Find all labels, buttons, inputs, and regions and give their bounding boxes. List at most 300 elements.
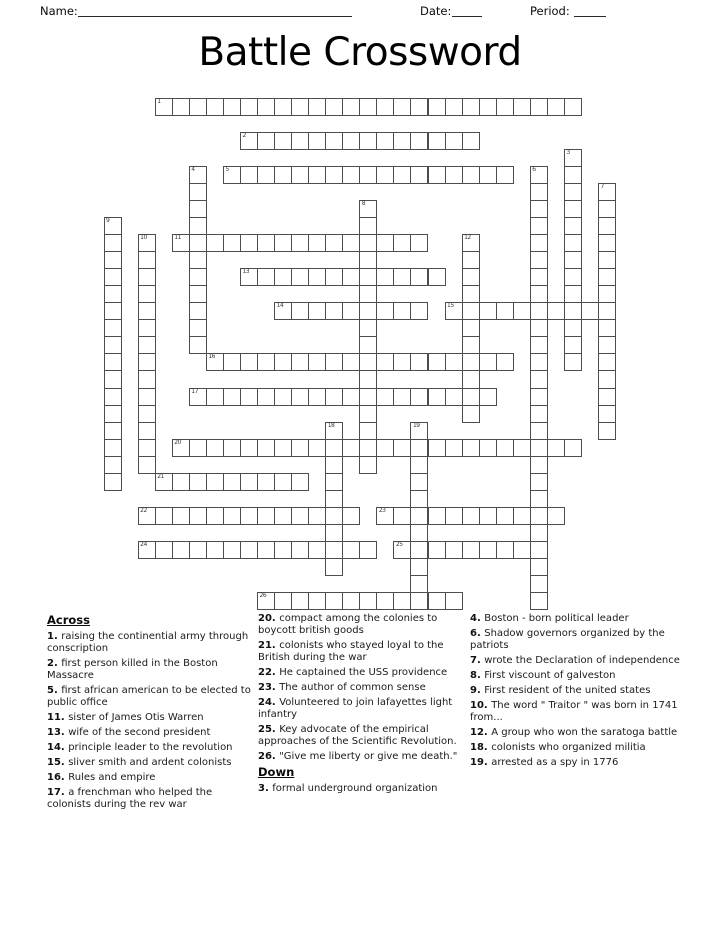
grid-cell[interactable]	[530, 558, 548, 576]
grid-cell[interactable]	[104, 251, 122, 269]
grid-cell[interactable]	[530, 405, 548, 423]
grid-cell[interactable]	[410, 456, 428, 474]
grid-cell[interactable]	[155, 541, 173, 559]
grid-cell[interactable]	[376, 166, 394, 184]
grid-cell[interactable]	[445, 353, 463, 371]
grid-cell[interactable]	[308, 541, 326, 559]
grid-cell[interactable]	[410, 166, 428, 184]
grid-cell[interactable]	[240, 132, 258, 150]
grid-cell[interactable]	[189, 319, 207, 337]
grid-cell[interactable]	[291, 353, 309, 371]
grid-cell[interactable]	[359, 336, 377, 354]
name-blank-line[interactable]	[78, 3, 352, 17]
grid-cell[interactable]	[393, 234, 411, 252]
grid-cell[interactable]	[291, 388, 309, 406]
grid-cell[interactable]	[223, 439, 241, 457]
grid-cell[interactable]	[240, 166, 258, 184]
grid-cell[interactable]	[445, 439, 463, 457]
grid-cell[interactable]	[359, 98, 377, 116]
grid-cell[interactable]	[342, 592, 360, 610]
grid-cell[interactable]	[206, 234, 224, 252]
grid-cell[interactable]	[223, 541, 241, 559]
grid-cell[interactable]	[376, 234, 394, 252]
grid-cell[interactable]	[189, 302, 207, 320]
grid-cell[interactable]	[598, 388, 616, 406]
grid-cell[interactable]	[257, 473, 275, 491]
grid-cell[interactable]	[325, 558, 343, 576]
grid-cell[interactable]	[462, 388, 480, 406]
grid-cell[interactable]	[393, 388, 411, 406]
grid-cell[interactable]	[104, 302, 122, 320]
grid-cell[interactable]	[223, 166, 241, 184]
grid-cell[interactable]	[325, 234, 343, 252]
grid-cell[interactable]	[291, 439, 309, 457]
grid-cell[interactable]	[462, 132, 480, 150]
grid-cell[interactable]	[138, 439, 156, 457]
grid-cell[interactable]	[479, 98, 497, 116]
grid-cell[interactable]	[513, 541, 531, 559]
grid-cell[interactable]	[564, 251, 582, 269]
grid-cell[interactable]	[428, 268, 446, 286]
grid-cell[interactable]	[308, 592, 326, 610]
grid-cell[interactable]	[547, 507, 565, 525]
grid-cell[interactable]	[189, 200, 207, 218]
grid-cell[interactable]	[393, 507, 411, 525]
grid-cell[interactable]	[547, 302, 565, 320]
grid-cell[interactable]	[496, 541, 514, 559]
grid-cell[interactable]	[410, 388, 428, 406]
grid-cell[interactable]	[428, 132, 446, 150]
grid-cell[interactable]	[598, 422, 616, 440]
grid-cell[interactable]	[223, 98, 241, 116]
grid-cell[interactable]	[240, 473, 258, 491]
grid-cell[interactable]	[274, 234, 292, 252]
grid-cell[interactable]	[274, 388, 292, 406]
grid-cell[interactable]	[104, 388, 122, 406]
grid-cell[interactable]	[376, 268, 394, 286]
grid-cell[interactable]	[496, 98, 514, 116]
grid-cell[interactable]	[342, 439, 360, 457]
grid-cell[interactable]	[308, 353, 326, 371]
grid-cell[interactable]	[325, 507, 343, 525]
grid-cell[interactable]	[325, 388, 343, 406]
grid-cell[interactable]	[172, 234, 190, 252]
grid-cell[interactable]	[410, 592, 428, 610]
grid-cell[interactable]	[496, 439, 514, 457]
grid-cell[interactable]	[513, 439, 531, 457]
grid-cell[interactable]	[138, 507, 156, 525]
grid-cell[interactable]	[274, 353, 292, 371]
grid-cell[interactable]	[530, 319, 548, 337]
grid-cell[interactable]	[189, 166, 207, 184]
grid-cell[interactable]	[410, 302, 428, 320]
grid-cell[interactable]	[376, 592, 394, 610]
grid-cell[interactable]	[445, 302, 463, 320]
grid-cell[interactable]	[479, 507, 497, 525]
grid-cell[interactable]	[206, 98, 224, 116]
grid-cell[interactable]	[257, 353, 275, 371]
grid-cell[interactable]	[257, 507, 275, 525]
grid-cell[interactable]	[359, 541, 377, 559]
grid-cell[interactable]	[359, 234, 377, 252]
grid-cell[interactable]	[308, 439, 326, 457]
grid-cell[interactable]	[410, 473, 428, 491]
grid-cell[interactable]	[598, 336, 616, 354]
grid-cell[interactable]	[257, 268, 275, 286]
grid-cell[interactable]	[223, 507, 241, 525]
grid-cell[interactable]	[513, 302, 531, 320]
grid-cell[interactable]	[564, 98, 582, 116]
grid-cell[interactable]	[530, 251, 548, 269]
grid-cell[interactable]	[530, 183, 548, 201]
grid-cell[interactable]	[325, 166, 343, 184]
grid-cell[interactable]	[206, 541, 224, 559]
grid-cell[interactable]	[445, 166, 463, 184]
grid-cell[interactable]	[479, 541, 497, 559]
grid-cell[interactable]	[257, 98, 275, 116]
grid-cell[interactable]	[564, 302, 582, 320]
grid-cell[interactable]	[513, 507, 531, 525]
grid-cell[interactable]	[257, 388, 275, 406]
grid-cell[interactable]	[206, 473, 224, 491]
grid-cell[interactable]	[564, 183, 582, 201]
grid-cell[interactable]	[530, 285, 548, 303]
grid-cell[interactable]	[189, 439, 207, 457]
grid-cell[interactable]	[359, 166, 377, 184]
grid-cell[interactable]	[393, 98, 411, 116]
grid-cell[interactable]	[359, 251, 377, 269]
grid-cell[interactable]	[410, 98, 428, 116]
grid-cell[interactable]	[257, 166, 275, 184]
grid-cell[interactable]	[393, 302, 411, 320]
grid-cell[interactable]	[530, 370, 548, 388]
grid-cell[interactable]	[359, 353, 377, 371]
grid-cell[interactable]	[359, 439, 377, 457]
grid-cell[interactable]	[462, 285, 480, 303]
grid-cell[interactable]	[359, 405, 377, 423]
grid-cell[interactable]	[445, 98, 463, 116]
grid-cell[interactable]	[291, 507, 309, 525]
grid-cell[interactable]	[274, 132, 292, 150]
grid-cell[interactable]	[359, 456, 377, 474]
grid-cell[interactable]	[359, 388, 377, 406]
grid-cell[interactable]	[342, 353, 360, 371]
grid-cell[interactable]	[359, 268, 377, 286]
grid-cell[interactable]	[410, 524, 428, 542]
grid-cell[interactable]	[530, 541, 548, 559]
grid-cell[interactable]	[223, 388, 241, 406]
grid-cell[interactable]	[581, 302, 599, 320]
grid-cell[interactable]	[462, 370, 480, 388]
grid-cell[interactable]	[257, 132, 275, 150]
grid-cell[interactable]	[393, 132, 411, 150]
grid-cell[interactable]	[223, 353, 241, 371]
grid-cell[interactable]	[138, 405, 156, 423]
grid-cell[interactable]	[206, 388, 224, 406]
grid-cell[interactable]	[598, 217, 616, 235]
grid-cell[interactable]	[274, 302, 292, 320]
grid-cell[interactable]	[462, 336, 480, 354]
grid-cell[interactable]	[189, 217, 207, 235]
grid-cell[interactable]	[376, 132, 394, 150]
grid-cell[interactable]	[189, 268, 207, 286]
grid-cell[interactable]	[462, 541, 480, 559]
grid-cell[interactable]	[240, 507, 258, 525]
grid-cell[interactable]	[325, 302, 343, 320]
grid-cell[interactable]	[172, 98, 190, 116]
grid-cell[interactable]	[104, 405, 122, 423]
grid-cell[interactable]	[410, 268, 428, 286]
grid-cell[interactable]	[240, 234, 258, 252]
grid-cell[interactable]	[462, 234, 480, 252]
grid-cell[interactable]	[172, 507, 190, 525]
grid-cell[interactable]	[598, 268, 616, 286]
grid-cell[interactable]	[291, 473, 309, 491]
grid-cell[interactable]	[257, 439, 275, 457]
grid-cell[interactable]	[291, 302, 309, 320]
grid-cell[interactable]	[530, 456, 548, 474]
grid-cell[interactable]	[291, 541, 309, 559]
grid-cell[interactable]	[104, 217, 122, 235]
grid-cell[interactable]	[496, 166, 514, 184]
grid-cell[interactable]	[376, 507, 394, 525]
grid-cell[interactable]	[308, 234, 326, 252]
grid-cell[interactable]	[342, 132, 360, 150]
grid-cell[interactable]	[342, 388, 360, 406]
grid-cell[interactable]	[530, 166, 548, 184]
grid-cell[interactable]	[530, 575, 548, 593]
grid-cell[interactable]	[189, 473, 207, 491]
grid-cell[interactable]	[274, 439, 292, 457]
grid-cell[interactable]	[274, 507, 292, 525]
grid-cell[interactable]	[530, 217, 548, 235]
grid-cell[interactable]	[104, 336, 122, 354]
grid-cell[interactable]	[104, 422, 122, 440]
grid-cell[interactable]	[308, 507, 326, 525]
grid-cell[interactable]	[479, 302, 497, 320]
grid-cell[interactable]	[240, 268, 258, 286]
grid-cell[interactable]	[530, 388, 548, 406]
grid-cell[interactable]	[325, 592, 343, 610]
grid-cell[interactable]	[189, 251, 207, 269]
grid-cell[interactable]	[564, 234, 582, 252]
grid-cell[interactable]	[410, 422, 428, 440]
grid-cell[interactable]	[598, 285, 616, 303]
grid-cell[interactable]	[325, 439, 343, 457]
grid-cell[interactable]	[104, 456, 122, 474]
date-blank-line[interactable]	[452, 3, 482, 17]
grid-cell[interactable]	[564, 439, 582, 457]
grid-cell[interactable]	[274, 473, 292, 491]
grid-cell[interactable]	[189, 98, 207, 116]
grid-cell[interactable]	[530, 524, 548, 542]
grid-cell[interactable]	[189, 541, 207, 559]
grid-cell[interactable]	[325, 98, 343, 116]
grid-cell[interactable]	[155, 507, 173, 525]
grid-cell[interactable]	[530, 302, 548, 320]
grid-cell[interactable]	[291, 592, 309, 610]
grid-cell[interactable]	[462, 166, 480, 184]
grid-cell[interactable]	[240, 541, 258, 559]
grid-cell[interactable]	[564, 217, 582, 235]
period-blank-line[interactable]	[574, 3, 606, 17]
grid-cell[interactable]	[564, 268, 582, 286]
grid-cell[interactable]	[189, 388, 207, 406]
grid-cell[interactable]	[240, 439, 258, 457]
grid-cell[interactable]	[376, 388, 394, 406]
grid-cell[interactable]	[308, 302, 326, 320]
grid-cell[interactable]	[223, 473, 241, 491]
grid-cell[interactable]	[445, 132, 463, 150]
grid-cell[interactable]	[172, 439, 190, 457]
grid-cell[interactable]	[598, 183, 616, 201]
grid-cell[interactable]	[274, 98, 292, 116]
grid-cell[interactable]	[104, 353, 122, 371]
grid-cell[interactable]	[547, 98, 565, 116]
grid-cell[interactable]	[138, 251, 156, 269]
grid-cell[interactable]	[530, 592, 548, 610]
grid-cell[interactable]	[428, 388, 446, 406]
grid-cell[interactable]	[342, 507, 360, 525]
grid-cell[interactable]	[189, 285, 207, 303]
grid-cell[interactable]	[410, 490, 428, 508]
grid-cell[interactable]	[496, 353, 514, 371]
grid-cell[interactable]	[274, 541, 292, 559]
grid-cell[interactable]	[462, 251, 480, 269]
grid-cell[interactable]	[376, 302, 394, 320]
grid-cell[interactable]	[479, 439, 497, 457]
grid-cell[interactable]	[530, 336, 548, 354]
grid-cell[interactable]	[342, 268, 360, 286]
grid-cell[interactable]	[342, 541, 360, 559]
grid-cell[interactable]	[479, 388, 497, 406]
grid-cell[interactable]	[359, 302, 377, 320]
grid-cell[interactable]	[359, 370, 377, 388]
grid-cell[interactable]	[325, 353, 343, 371]
grid-cell[interactable]	[530, 422, 548, 440]
grid-cell[interactable]	[138, 353, 156, 371]
grid-cell[interactable]	[598, 370, 616, 388]
grid-cell[interactable]	[598, 200, 616, 218]
grid-cell[interactable]	[291, 132, 309, 150]
grid-cell[interactable]	[530, 98, 548, 116]
grid-cell[interactable]	[104, 285, 122, 303]
grid-cell[interactable]	[291, 166, 309, 184]
grid-cell[interactable]	[564, 200, 582, 218]
grid-cell[interactable]	[359, 319, 377, 337]
grid-cell[interactable]	[104, 439, 122, 457]
grid-cell[interactable]	[325, 456, 343, 474]
grid-cell[interactable]	[206, 507, 224, 525]
grid-cell[interactable]	[138, 319, 156, 337]
grid-cell[interactable]	[530, 268, 548, 286]
grid-cell[interactable]	[479, 353, 497, 371]
grid-cell[interactable]	[598, 353, 616, 371]
grid-cell[interactable]	[325, 268, 343, 286]
grid-cell[interactable]	[564, 319, 582, 337]
grid-cell[interactable]	[104, 319, 122, 337]
grid-cell[interactable]	[291, 234, 309, 252]
grid-cell[interactable]	[462, 439, 480, 457]
grid-cell[interactable]	[598, 405, 616, 423]
grid-cell[interactable]	[138, 456, 156, 474]
grid-cell[interactable]	[291, 268, 309, 286]
grid-cell[interactable]	[206, 439, 224, 457]
grid-cell[interactable]	[138, 541, 156, 559]
grid-cell[interactable]	[462, 302, 480, 320]
grid-cell[interactable]	[547, 439, 565, 457]
grid-cell[interactable]	[462, 507, 480, 525]
grid-cell[interactable]	[530, 473, 548, 491]
grid-cell[interactable]	[240, 353, 258, 371]
grid-cell[interactable]	[393, 268, 411, 286]
grid-cell[interactable]	[138, 336, 156, 354]
grid-cell[interactable]	[530, 353, 548, 371]
grid-cell[interactable]	[206, 353, 224, 371]
grid-cell[interactable]	[564, 353, 582, 371]
grid-cell[interactable]	[359, 285, 377, 303]
grid-cell[interactable]	[325, 524, 343, 542]
grid-cell[interactable]	[223, 234, 241, 252]
grid-cell[interactable]	[410, 575, 428, 593]
grid-cell[interactable]	[410, 507, 428, 525]
grid-cell[interactable]	[240, 388, 258, 406]
grid-cell[interactable]	[359, 132, 377, 150]
grid-cell[interactable]	[564, 285, 582, 303]
grid-cell[interactable]	[530, 439, 548, 457]
grid-cell[interactable]	[172, 473, 190, 491]
grid-cell[interactable]	[496, 302, 514, 320]
grid-cell[interactable]	[308, 388, 326, 406]
grid-cell[interactable]	[274, 268, 292, 286]
grid-cell[interactable]	[393, 541, 411, 559]
grid-cell[interactable]	[325, 490, 343, 508]
grid-cell[interactable]	[325, 541, 343, 559]
grid-cell[interactable]	[428, 353, 446, 371]
grid-cell[interactable]	[325, 422, 343, 440]
grid-cell[interactable]	[291, 98, 309, 116]
grid-cell[interactable]	[462, 405, 480, 423]
grid-cell[interactable]	[104, 370, 122, 388]
grid-cell[interactable]	[155, 473, 173, 491]
grid-cell[interactable]	[428, 507, 446, 525]
grid-cell[interactable]	[138, 370, 156, 388]
grid-cell[interactable]	[428, 541, 446, 559]
grid-cell[interactable]	[410, 132, 428, 150]
grid-cell[interactable]	[359, 217, 377, 235]
grid-cell[interactable]	[138, 285, 156, 303]
grid-cell[interactable]	[598, 302, 616, 320]
grid-cell[interactable]	[376, 98, 394, 116]
grid-cell[interactable]	[462, 353, 480, 371]
grid-cell[interactable]	[308, 166, 326, 184]
grid-cell[interactable]	[342, 98, 360, 116]
grid-cell[interactable]	[376, 353, 394, 371]
grid-cell[interactable]	[530, 234, 548, 252]
grid-cell[interactable]	[564, 166, 582, 184]
grid-cell[interactable]	[445, 592, 463, 610]
grid-cell[interactable]	[189, 507, 207, 525]
grid-cell[interactable]	[325, 132, 343, 150]
grid-cell[interactable]	[496, 507, 514, 525]
grid-cell[interactable]	[393, 439, 411, 457]
grid-cell[interactable]	[189, 336, 207, 354]
grid-cell[interactable]	[445, 507, 463, 525]
grid-cell[interactable]	[410, 234, 428, 252]
grid-cell[interactable]	[189, 234, 207, 252]
grid-cell[interactable]	[428, 98, 446, 116]
grid-cell[interactable]	[445, 541, 463, 559]
